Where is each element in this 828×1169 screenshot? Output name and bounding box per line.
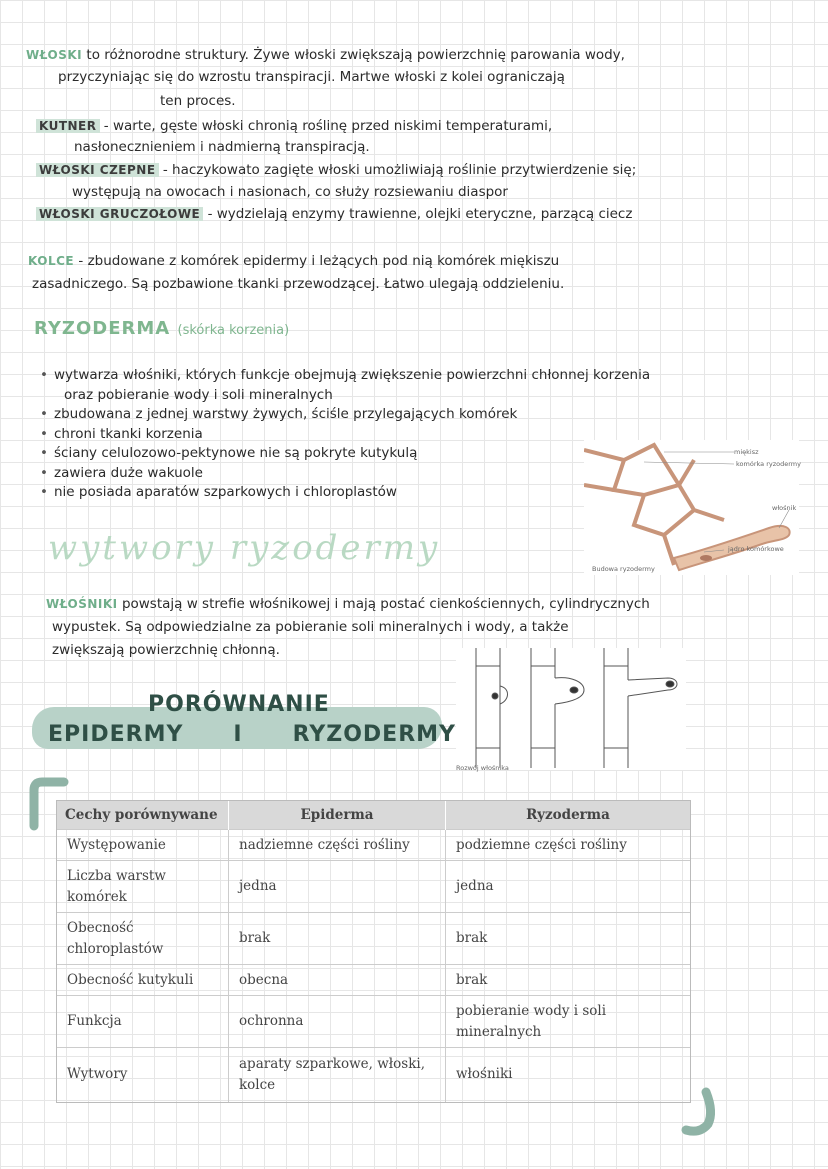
table-row	[57, 1048, 690, 1102]
wytwory-title: wytwory ryzodermy	[48, 528, 441, 568]
nucleus	[700, 555, 712, 561]
wloski-line2: przyczyniając się do wzrostu transpiracji. Martwe włoski z kolei ograniczają	[58, 69, 565, 85]
ryzoderma-title: RYZODERMA	[34, 318, 171, 339]
table-cell: Liczba warstw komórek	[57, 861, 229, 913]
table-cell: jedna	[446, 861, 691, 913]
wlosniki-line1	[46, 595, 650, 614]
figure-caption: Budowa ryzodermy	[592, 565, 655, 573]
wlosniki-text1: powstają w strefie włośnikowej i mają postać cienkościennych, cylindrycznych	[121, 596, 650, 612]
czepne-line2: występują na owocach i nasionach, co służy rozsiewaniu diaspor	[72, 184, 508, 200]
table-cell: Wytwory	[57, 1048, 229, 1102]
table-cell: brak	[446, 965, 691, 996]
wloski-term: WŁOSKI	[26, 48, 83, 62]
kutner-line2: nasłonecznieniem i nadmierną transpiracją.	[74, 139, 370, 155]
wloski-line1	[26, 46, 625, 65]
czepne-line1	[36, 161, 636, 180]
table-cell: jedna	[229, 861, 446, 913]
wlosniki-line3: zwiększają powierzchnię chłonną.	[52, 642, 280, 658]
wloski-text1: to różnorodne struktury. Żywe włoski zwiększają powierzchnię parowania wody,	[86, 47, 625, 63]
table-cell: brak	[446, 913, 691, 965]
list-item: • nie posiada aparatów szparkowych i chloroplastów	[40, 483, 650, 503]
figure-label-jadro: jądro komórkowe	[728, 545, 784, 553]
table-cell: aparaty szparkowe, włoski, kolce	[229, 1048, 446, 1102]
list-item: oraz pobieranie wody i soli mineralnych	[64, 386, 333, 403]
wlosniki-term: WŁOŚNIKI	[46, 597, 118, 611]
wlosnik-development-figure	[456, 648, 686, 770]
wlosniki-line2: wypustek. Są odpowiedzialne za pobieranie soli mineralnych i wody, a także	[52, 619, 569, 635]
banner-bottom	[48, 722, 456, 747]
banner-top: PORÓWNANIE	[148, 692, 330, 717]
header-ryzoderma: Ryzoderma	[446, 801, 691, 830]
figure-label-wlosnik: włośnik	[772, 504, 797, 512]
table-row	[57, 830, 690, 861]
kolce-text1: - zbudowane z komórek epidermy i leżących pod nią komórek miękiszu	[78, 253, 560, 269]
kutner-term: KUTNER	[36, 119, 100, 133]
table-cell: Występowanie	[57, 830, 229, 861]
list-item: • wytwarza włośniki, których funkcje obejmują zwiększenie powierzchni chłonnej korzenia	[40, 366, 650, 386]
table-cell: pobieranie wody i soli mineralnych	[446, 996, 691, 1048]
table-cell: nadziemne części rośliny	[229, 830, 446, 861]
list-item: • zawiera duże wakuole	[40, 464, 650, 484]
table-row	[57, 913, 690, 965]
kolce-line2: zasadniczego. Są pozbawione tkanki przewodzącej. Łatwo ulegają oddzieleniu.	[32, 276, 565, 292]
header-cechy: Cechy porównywane	[57, 801, 229, 830]
ryzoderma-heading	[34, 318, 289, 339]
kutner-line1	[36, 117, 552, 136]
list-item: • ściany celulozowo-pektynowe nie są pokryte kutykulą	[40, 444, 650, 464]
table-header-row	[57, 801, 690, 830]
table-cell: Obecność kutykuli	[57, 965, 229, 996]
list-item: • chroni tkanki korzenia	[40, 425, 650, 445]
table-cell: ochronna	[229, 996, 446, 1048]
gruczolowe-line1	[36, 205, 632, 224]
wlosnik-figure-caption: Rozwój włośnika	[456, 764, 509, 772]
czepne-term: WŁOSKI CZEPNE	[36, 163, 159, 177]
ryzoderma-subtitle: (skórka korzenia)	[177, 323, 290, 338]
kolce-term: KOLCE	[28, 254, 75, 268]
header-epiderma: Epiderma	[229, 801, 446, 830]
table-row	[57, 861, 690, 913]
figure-label-komorka: komórka ryzodermy	[736, 460, 801, 468]
kutner-text1: - warte, gęste włoski chronią roślinę przed niskimi temperaturami,	[103, 118, 553, 134]
wloski-line3: ten proces.	[160, 93, 236, 109]
table-cell: brak	[229, 913, 446, 965]
gruczolowe-text1: - wydzielają enzymy trawienne, olejki eteryczne, parzącą ciecz	[207, 206, 633, 222]
table-cell: obecna	[229, 965, 446, 996]
ryzoderma-list	[40, 366, 650, 503]
banner-mid: I	[233, 722, 243, 747]
banner-right: RYZODERMY	[292, 722, 456, 747]
list-item: • zbudowana z jednej warstwy żywych, ściśle przylegających komórek	[40, 405, 650, 425]
table-cell: Funkcja	[57, 996, 229, 1048]
table-cell: włośniki	[446, 1048, 691, 1102]
kolce-line1	[28, 252, 559, 271]
czepne-text1: - haczykowato zagięte włoski umożliwiają roślinie przytwierdzenie się;	[162, 162, 637, 178]
banner-left: EPIDERMY	[48, 722, 184, 747]
gruczolowe-term: WŁOSKI GRUCZOŁOWE	[36, 207, 203, 221]
figure-label-miekisz: miękisz	[734, 448, 759, 456]
table-row	[57, 996, 690, 1048]
table-cell: podziemne części rośliny	[446, 830, 691, 861]
table-row	[57, 965, 690, 996]
comparison-table	[56, 800, 691, 1103]
table-cell: Obecność chloroplastów	[57, 913, 229, 965]
